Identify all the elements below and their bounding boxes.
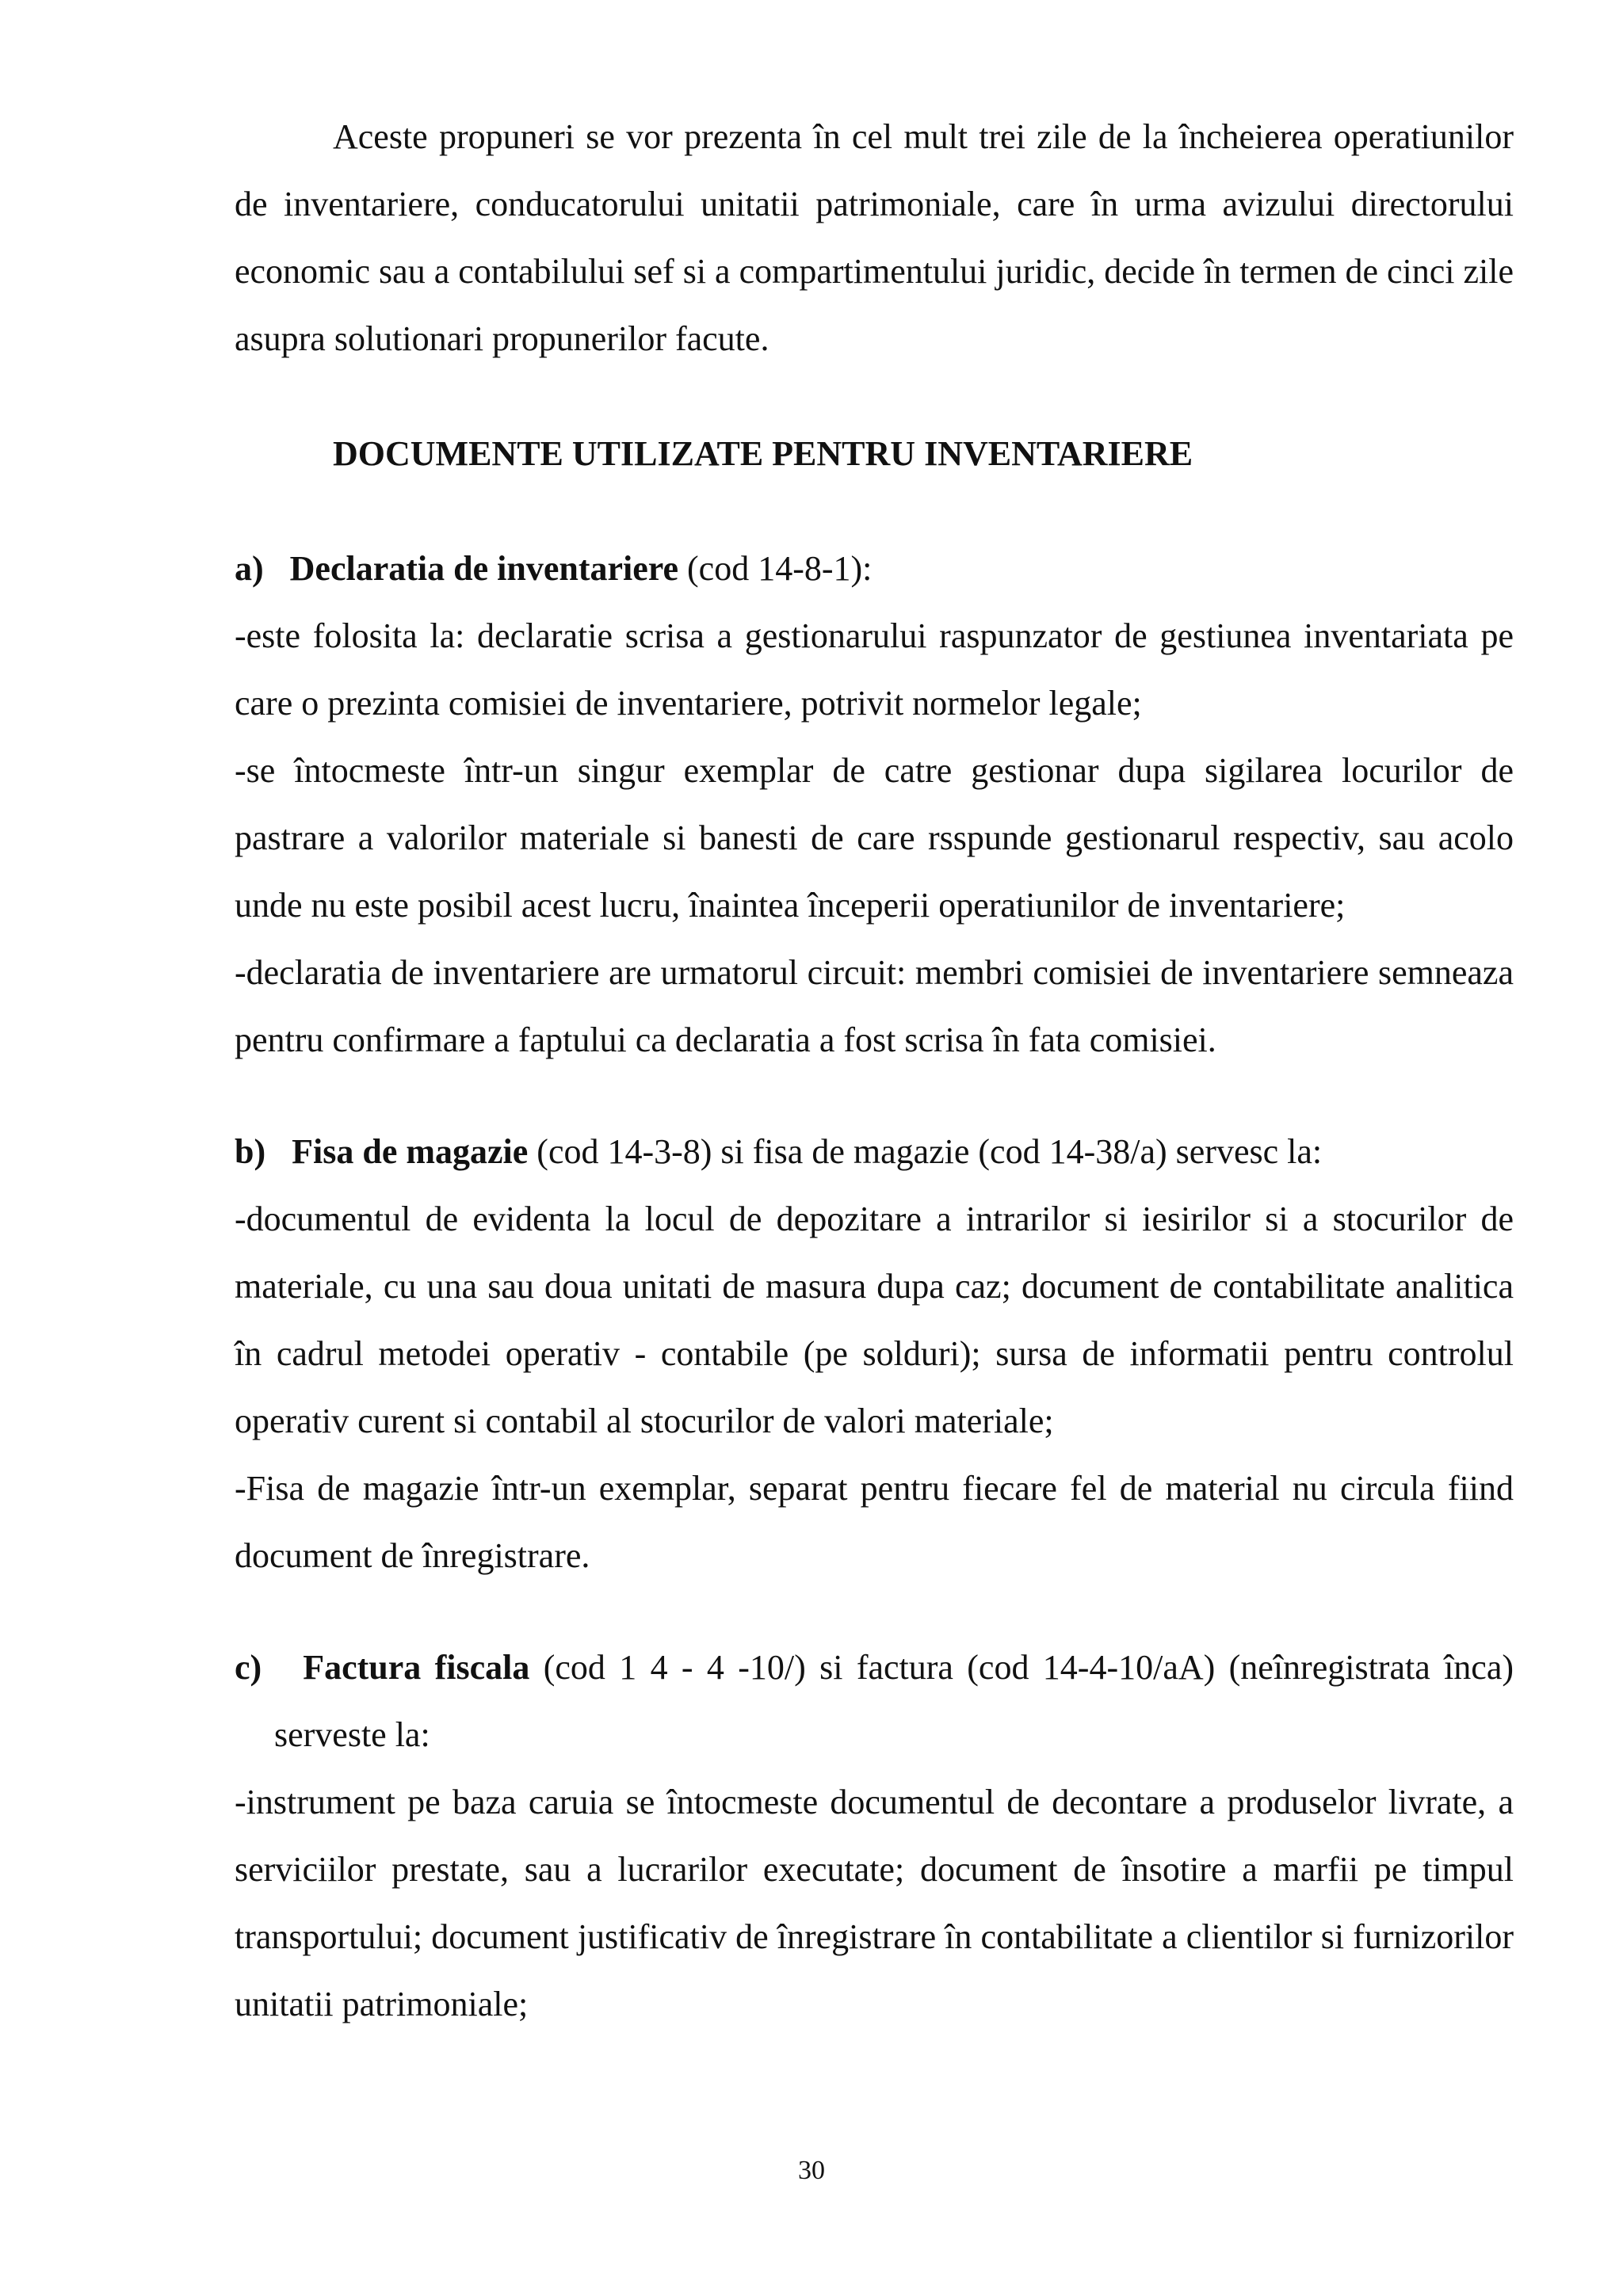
intro-paragraph: Aceste propuneri se vor prezenta în cel mult trei zile de la încheierea operatiunilor de inventariere, conducatorului unitatii patrimoniale, care în urma avizului directorului economic sau a contabilului sef si a compartimentului juridic, decide în termen de cinci zile asupra solutionari propunerilor facute. — [235, 117, 1514, 358]
section-a-line-1: -este folosita la: declaratie scrisa a gestionarului raspunzator de gestiunea inventariata pe care o prezinta comisiei de inventariere, potrivit normelor legale; — [235, 616, 1514, 723]
section-a-title — [235, 535, 1514, 602]
section-c-line-1: -instrument pe baza caruia se întocmeste documentul de decontare a produselor livrate, a serviciilor prestate, sau a lucrarilor executate; document de însotire a marfii pe timpul transportului; document justificativ de înregistrare în contabilitate a clientilor si furnizorilor unitatii patrimoniale; — [235, 1783, 1514, 2023]
section-a-label: a) — [235, 549, 264, 588]
section-b-title-bold: Fisa de magazie — [292, 1132, 529, 1171]
page-number: 30 — [798, 2156, 825, 2185]
section-a-line-2: -se întocmeste într-un singur exemplar de catre gestionar dupa sigilarea locurilor de pastrare a valorilor materiale si banesti de care rsspunde gestionarul respectiv, sau acolo unde nu este posibil acest lucru, înaintea începerii operatiunilor de inventariere; — [235, 751, 1514, 925]
section-a-title-bold: Declaratia de inventariere — [289, 549, 679, 588]
section-a-title-rest: (cod 14-8-1): — [678, 549, 873, 588]
section-a-line-3: -declaratia de inventariere are urmatorul circuit: membri comisiei de inventariere semneaza pentru confirmare a faptului ca declaratia a fost scrisa în fata comisiei. — [235, 953, 1514, 1059]
section-heading: DOCUMENTE UTILIZATE PENTRU INVENTARIERE — [333, 434, 1193, 473]
section-b-line-1: -documentul de evidenta la locul de depozitare a intrarilor si iesirilor si a stocurilor de materiale, cu una sau doua unitati de masura dupa caz; document de contabilitate analitica în cadrul metodei operativ - contabile (pe solduri); sursa de informatii pentru controlul operativ curent si contabil al stocurilor de valori materiale; — [235, 1199, 1514, 1440]
section-c-title-rest: (cod 1 4 - 4 -10/) si factura (cod 14-4-10/aA) (neînregistrata înca) serveste la: — [274, 1648, 1514, 1754]
section-c-title-bold: Factura fiscala — [303, 1648, 530, 1687]
section-c-title — [235, 1634, 1514, 1768]
section-b-label: b) — [235, 1132, 266, 1171]
document-page — [235, 103, 1514, 2038]
section-b-title-rest: (cod 14-3-8) si fisa de magazie (cod 14-38/a) servesc la: — [528, 1132, 1323, 1171]
section-c-label: c) — [235, 1648, 262, 1687]
section-b-title — [235, 1118, 1514, 1185]
section-b-line-2: -Fisa de magazie într-un exemplar, separat pentru fiecare fel de material nu circula fiind document de înregistrare. — [235, 1469, 1514, 1575]
